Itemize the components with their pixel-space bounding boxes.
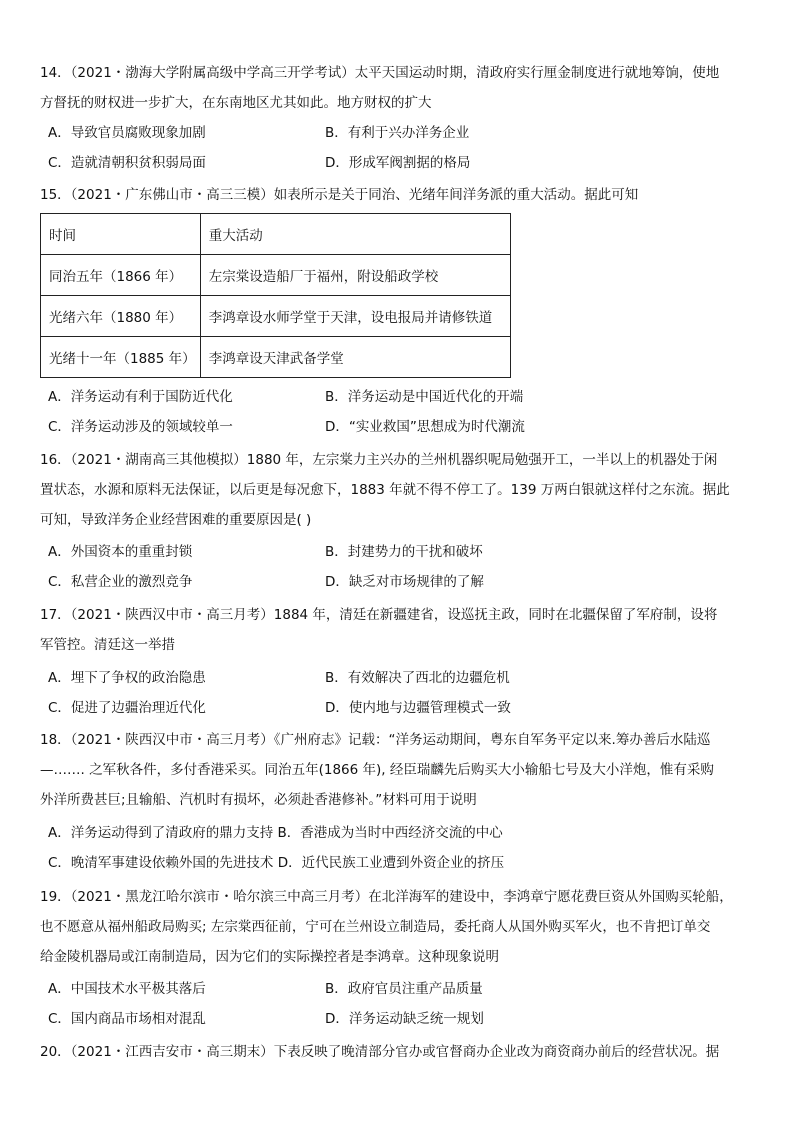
question-18-line-1: 18．（2021・陕西汉中市・高三月考）《广州府志》记载：“洋务运动期间，粤东自军务平定以来.筹办善后水陆巡	[40, 732, 711, 748]
table-cell-time: 光绪六年（1880 年）	[41, 296, 201, 337]
question-16	[40, 445, 752, 535]
question-16-line-2: 置状态，水源和原料无法保证，以后更是每况愈下，1883 年就不得不停工了。139 万两白银就这样付之东流。据此	[40, 482, 730, 498]
question-16-options	[48, 537, 748, 597]
question-20	[40, 1037, 752, 1067]
option-b[interactable]: B．有利于兴办洋务企业	[325, 125, 470, 141]
option-a-b[interactable]: A．洋务运动得到了清政府的鼎力支持 B．香港成为当时中西经济交流的中心	[48, 825, 503, 841]
option-c-d[interactable]: C．晚清军事建设依赖外国的先进技术 D．近代民族工业遭到外资企业的挤压	[48, 855, 505, 871]
question-14-line-1: 14．（2021・渤海大学附属高级中学高三开学考试）太平天国运动时期，清政府实行厘金制度进行就地筹饷，使地	[40, 65, 720, 81]
question-16-line-1: 16．（2021・湖南高三其他模拟）1880 年，左宗棠力主兴办的兰州机器织呢局勉强开工，一半以上的机器处于闲	[40, 452, 718, 468]
table-cell-activity: 李鸿章设天津武备学堂	[200, 337, 510, 378]
table-header-time: 时间	[41, 214, 201, 255]
question-19-line-1: 19．（2021・黑龙江哈尔滨市・哈尔滨三中高三月考）在北洋海军的建设中，李鸿章宁愿花费巨资从外国购买轮船，	[40, 889, 733, 905]
option-d[interactable]: D．洋务运动缺乏统一规划	[325, 1011, 484, 1027]
option-d[interactable]: D．形成军阀割据的格局	[325, 155, 471, 171]
question-18-line-2: —……. 之军秋各件，多付香港采买。同治五年(1866 年), 经臣瑞麟先后购买大小输船七号及大小洋炮，惟有采购	[40, 762, 714, 778]
question-18-options	[48, 818, 748, 878]
question-15-line-1: 15．（2021・广东佛山市・高三三模）如表所示是关于同治、光绪年间洋务派的重大活动。据此可知	[40, 187, 639, 203]
option-b[interactable]: B．政府官员注重产品质量	[325, 981, 483, 997]
option-d[interactable]: D．使内地与边疆管理模式一致	[325, 700, 511, 716]
question-19-options	[48, 974, 748, 1034]
table-cell-activity: 左宗棠设造船厂于福州，附设船政学校	[200, 255, 510, 296]
question-17-line-2: 军管控。清廷这一举措	[40, 637, 175, 653]
question-14-line-2: 方督抚的财权进一步扩大，在东南地区尤其如此。地方财权的扩大	[40, 95, 432, 111]
question-15-options	[48, 382, 748, 442]
table-header-row	[41, 214, 511, 255]
question-18-line-3: 外洋所费甚巨;且输船、汽机时有损坏，必须赴香港修补。”材料可用于说明	[40, 792, 477, 808]
question-19-line-2: 也不愿意从福州船政局购买; 左宗棠西征前，宁可在兰州设立制造局，委托商人从国外购买军火，也不肯把订单交	[40, 919, 711, 935]
option-a[interactable]: A．外国资本的重重封锁	[48, 544, 193, 560]
option-a[interactable]: A．埋下了争权的政治隐患	[48, 670, 206, 686]
question-19-line-3: 给金陵机器局或江南制造局，因为它们的实际操控者是李鸿章。这种现象说明	[40, 949, 499, 965]
option-c[interactable]: C．国内商品市场相对混乱	[48, 1011, 206, 1027]
option-d[interactable]: D．“实业救国”思想成为时代潮流	[325, 419, 525, 435]
option-a[interactable]: A．导致官员腐败现象加剧	[48, 125, 206, 141]
table-cell-time: 同治五年（1866 年）	[41, 255, 201, 296]
option-b[interactable]: B．封建势力的干扰和破坏	[325, 544, 483, 560]
question-17-line-1: 17．（2021・陕西汉中市・高三月考）1884 年，清廷在新疆建省，设巡抚主政，同时在北疆保留了军府制，设将	[40, 607, 718, 623]
table-row	[41, 255, 511, 296]
option-c[interactable]: C．造就清朝积贫积弱局面	[48, 155, 206, 171]
table-row	[41, 296, 511, 337]
option-b[interactable]: B．洋务运动是中国近代化的开端	[325, 389, 524, 405]
question-17-options	[48, 663, 748, 723]
question-17	[40, 600, 752, 660]
option-d[interactable]: D．缺乏对市场规律的了解	[325, 574, 484, 590]
table-row	[41, 337, 511, 378]
question-20-line-1: 20．（2021・江西吉安市・高三期末）下表反映了晚清部分官办或官督商办企业改为商资商办前后的经营状况。据	[40, 1044, 720, 1060]
option-c[interactable]: C．洋务运动涉及的领域较单一	[48, 419, 233, 435]
option-c[interactable]: C．私营企业的激烈竞争	[48, 574, 193, 590]
option-a[interactable]: A．中国技术水平极其落后	[48, 981, 206, 997]
option-a[interactable]: A．洋务运动有利于国防近代化	[48, 389, 233, 405]
question-19	[40, 882, 752, 972]
option-c[interactable]: C．促进了边疆治理近代化	[48, 700, 206, 716]
question-14	[40, 58, 752, 118]
table-header-activity: 重大活动	[200, 214, 510, 255]
question-18	[40, 725, 752, 815]
table-cell-activity: 李鸿章设水师学堂于天津，设电报局并请修铁道	[200, 296, 510, 337]
question-16-line-3: 可知，导致洋务企业经营困难的重要原因是( )	[40, 512, 312, 528]
question-14-options	[48, 118, 748, 178]
table-cell-time: 光绪十一年（1885 年）	[41, 337, 201, 378]
option-b[interactable]: B．有效解决了西北的边疆危机	[325, 670, 510, 686]
activities-table	[40, 213, 511, 378]
question-15	[40, 180, 752, 210]
